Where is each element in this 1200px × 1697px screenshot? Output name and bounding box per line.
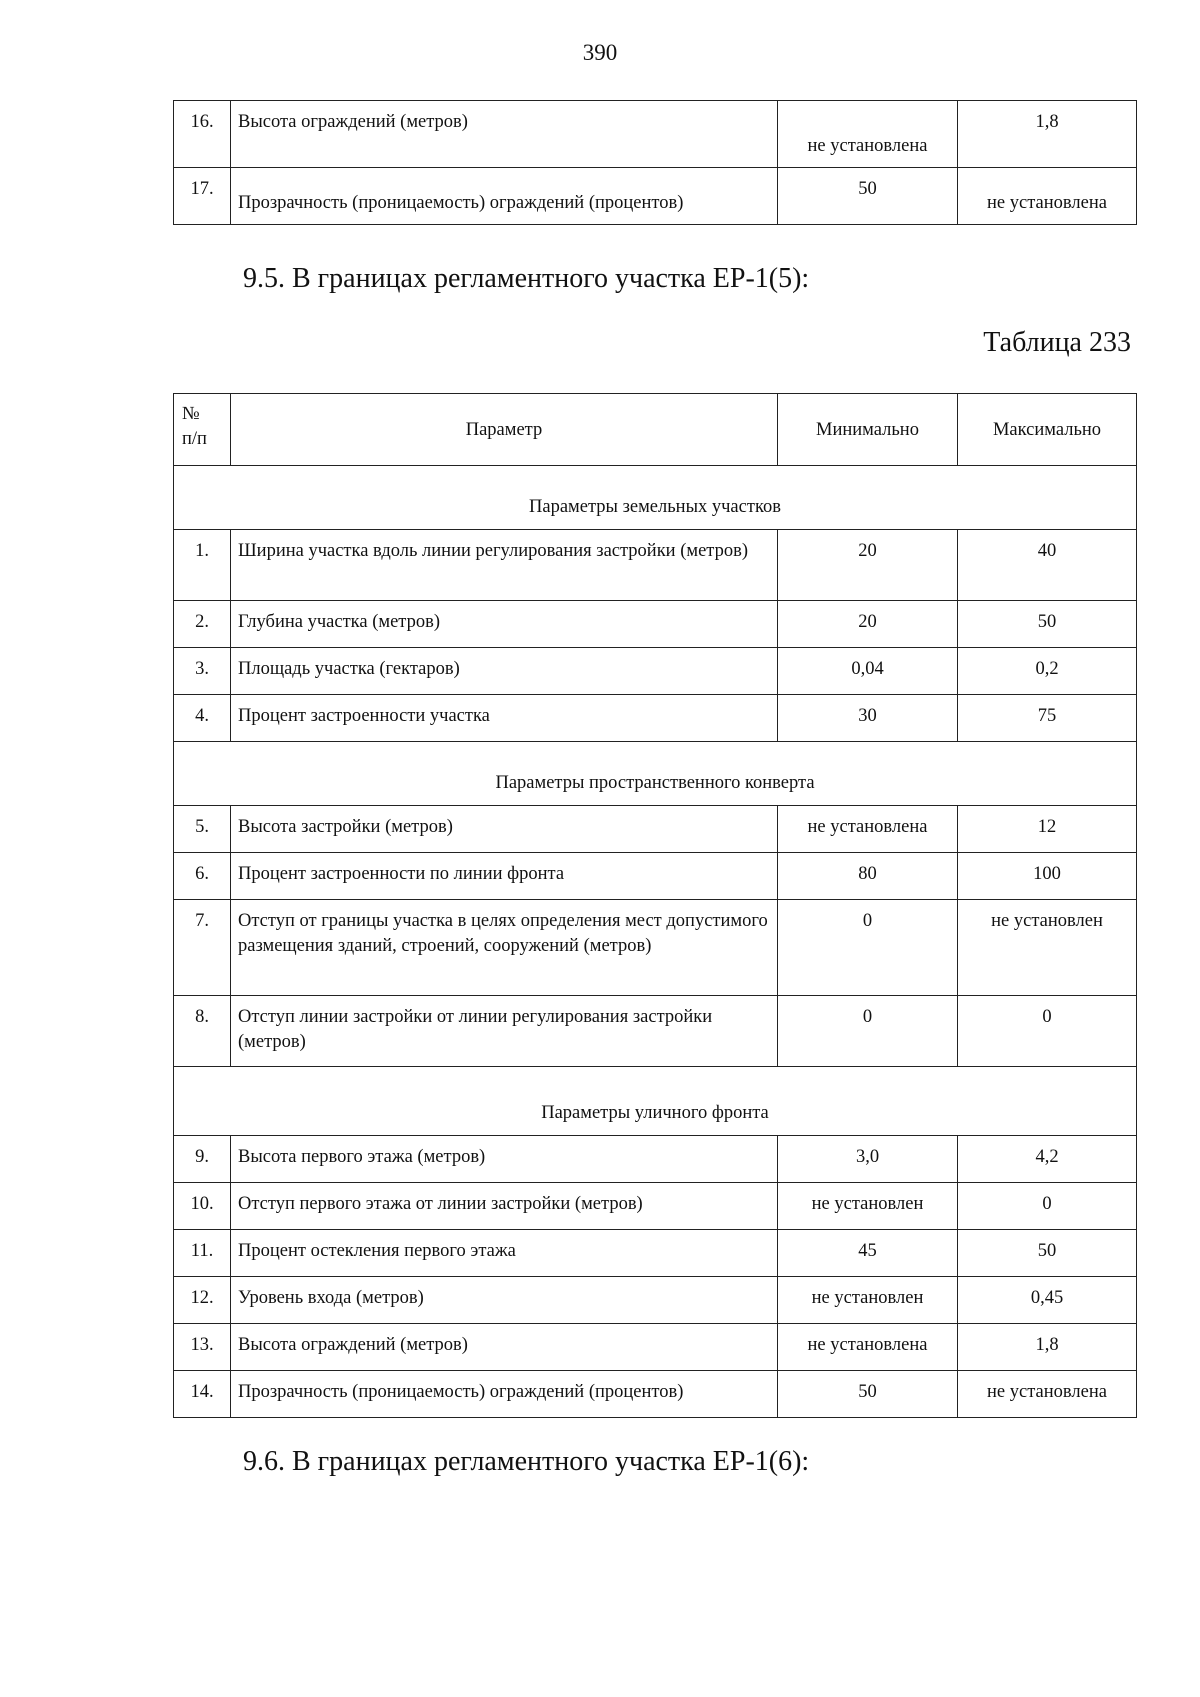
row-min-value: 20	[778, 601, 958, 648]
row-parameter: Высота ограждений (метров)	[231, 101, 778, 168]
table-row	[174, 806, 1137, 853]
row-number: 3.	[174, 648, 231, 695]
row-parameter: Уровень входа (метров)	[231, 1277, 778, 1324]
table-row	[174, 996, 1137, 1067]
row-parameter: Высота застройки (метров)	[231, 806, 778, 853]
row-max-value: 1,8	[958, 101, 1137, 168]
row-min-value: 20	[778, 530, 958, 601]
header-number-line2: п/п	[182, 429, 207, 449]
header-max: Максимально	[958, 394, 1137, 466]
table-row	[174, 101, 1137, 168]
row-number: 5.	[174, 806, 231, 853]
row-parameter: Отступ первого этажа от линии застройки (метров)	[231, 1183, 778, 1230]
row-parameter: Площадь участка (гектаров)	[231, 648, 778, 695]
row-number: 2.	[174, 601, 231, 648]
row-max-value: 75	[958, 695, 1137, 742]
row-parameter: Высота первого этажа (метров)	[231, 1136, 778, 1183]
row-max-value: не установлен	[958, 900, 1137, 996]
row-min-value: 50	[778, 168, 958, 225]
row-max-value: 0,45	[958, 1277, 1137, 1324]
table-row	[174, 168, 1137, 225]
table-row	[174, 900, 1137, 996]
row-number: 12.	[174, 1277, 231, 1324]
header-parameter: Параметр	[231, 394, 778, 466]
table-row	[174, 1324, 1137, 1371]
table-row	[174, 601, 1137, 648]
row-min-value: 0	[778, 996, 958, 1067]
row-number: 10.	[174, 1183, 231, 1230]
row-parameter: Отступ линии застройки от линии регулирования застройки (метров)	[231, 996, 778, 1067]
header-min: Минимально	[778, 394, 958, 466]
row-number: 7.	[174, 900, 231, 996]
row-max-value: 0	[958, 1183, 1137, 1230]
row-number: 13.	[174, 1324, 231, 1371]
row-min-value: не установлен	[778, 1277, 958, 1324]
row-number: 14.	[174, 1371, 231, 1418]
row-number: 4.	[174, 695, 231, 742]
table-row	[174, 1371, 1137, 1418]
row-max-value: 40	[958, 530, 1137, 601]
row-min-value: 0	[778, 900, 958, 996]
row-max-value: 100	[958, 853, 1137, 900]
table-row	[174, 1230, 1137, 1277]
table-row	[174, 853, 1137, 900]
row-max-value: 0	[958, 996, 1137, 1067]
table-row	[174, 1136, 1137, 1183]
section-row	[174, 1067, 1137, 1136]
row-number: 11.	[174, 1230, 231, 1277]
header-number-line1: №	[182, 404, 200, 424]
row-parameter: Процент застроенности по линии фронта	[231, 853, 778, 900]
row-min-value: 50	[778, 1371, 958, 1418]
row-min-value: 45	[778, 1230, 958, 1277]
table-row	[174, 530, 1137, 601]
row-max-value: 0,2	[958, 648, 1137, 695]
row-max-value: 4,2	[958, 1136, 1137, 1183]
table-row	[174, 1277, 1137, 1324]
row-number: 9.	[174, 1136, 231, 1183]
section-heading: 9.5. В границах регламентного участка ЕР-1(5):	[243, 263, 810, 294]
section-heading: 9.6. В границах регламентного участка ЕР-1(6):	[243, 1446, 810, 1477]
row-number: 16.	[174, 101, 231, 168]
table-row	[174, 695, 1137, 742]
section-title: Параметры пространственного конверта	[174, 742, 1137, 806]
header-number	[174, 394, 231, 466]
row-parameter: Прозрачность (проницаемость) ограждений (процентов)	[231, 1371, 778, 1418]
row-parameter: Процент застроенности участка	[231, 695, 778, 742]
row-number: 17.	[174, 168, 231, 225]
row-min-value: не установлена	[778, 1324, 958, 1371]
row-number: 6.	[174, 853, 231, 900]
row-max-value: 50	[958, 601, 1137, 648]
row-min-value: 0,04	[778, 648, 958, 695]
row-min-value: 3,0	[778, 1136, 958, 1183]
row-max-value: не установлена	[958, 1371, 1137, 1418]
row-min-value: не установлена	[778, 101, 958, 168]
table-header-row	[174, 394, 1137, 466]
row-parameter: Прозрачность (проницаемость) ограждений (процентов)	[231, 168, 778, 225]
table-row	[174, 1183, 1137, 1230]
section-title: Параметры уличного фронта	[174, 1067, 1137, 1136]
section-row	[174, 742, 1137, 806]
table-row	[174, 648, 1137, 695]
row-number: 1.	[174, 530, 231, 601]
section-row	[174, 466, 1137, 530]
row-min-value: не установлен	[778, 1183, 958, 1230]
row-parameter: Глубина участка (метров)	[231, 601, 778, 648]
continued-parameters-table	[173, 100, 1137, 225]
row-number: 8.	[174, 996, 231, 1067]
page-number: 390	[582, 40, 618, 65]
row-parameter: Высота ограждений (метров)	[231, 1324, 778, 1371]
row-min-value: не установлена	[778, 806, 958, 853]
section-title: Параметры земельных участков	[174, 466, 1137, 530]
row-max-value: не установлена	[958, 168, 1137, 225]
parameters-table	[173, 393, 1137, 1418]
row-parameter: Процент остекления первого этажа	[231, 1230, 778, 1277]
row-min-value: 30	[778, 695, 958, 742]
row-max-value: 12	[958, 806, 1137, 853]
row-parameter: Ширина участка вдоль линии регулирования застройки (метров)	[231, 530, 778, 601]
row-max-value: 1,8	[958, 1324, 1137, 1371]
row-parameter: Отступ от границы участка в целях определения мест допустимого размещения зданий, строений, сооружений (метров)	[231, 900, 778, 996]
row-min-value: 80	[778, 853, 958, 900]
row-max-value: 50	[958, 1230, 1137, 1277]
table-caption: Таблица 233	[983, 327, 1131, 358]
